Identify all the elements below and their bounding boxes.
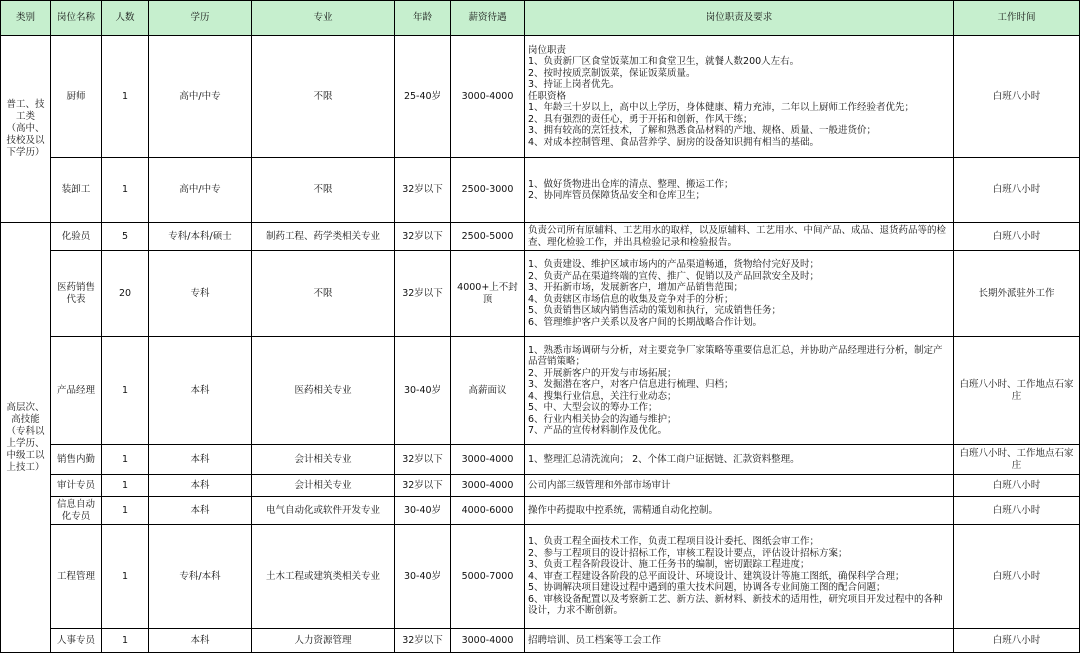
major: 制药工程、药学类相关专业 [252,223,395,251]
age: 30-40岁 [395,497,451,525]
age: 32岁以下 [395,629,451,653]
position-title: 人事专员 [51,629,102,653]
header-count: 人数 [102,1,149,36]
work-hours: 白班八小时、工作地点石家庄 [954,445,1080,475]
duties: 1、整理汇总清洗流向； 2、个体工商户证据链、汇款资料整理。 [525,445,954,475]
headcount: 1 [102,445,149,475]
age: 32岁以下 [395,158,451,223]
work-hours: 长期外派驻外工作 [954,251,1080,337]
header-major: 专业 [252,1,395,36]
header-age: 年龄 [395,1,451,36]
education: 本科 [149,337,252,445]
education: 专科 [149,251,252,337]
headcount: 20 [102,251,149,337]
age: 32岁以下 [395,445,451,475]
headcount: 1 [102,337,149,445]
salary: 高薪面议 [451,337,525,445]
headcount: 1 [102,158,149,223]
duties: 1、做好货物进出仓库的清点、整理、搬运工作； 2、协同库管员保障货品安全和仓库卫生； [525,158,954,223]
major: 会计相关专业 [252,445,395,475]
salary: 3000-4000 [451,36,525,158]
duties: 公司内部三级管理和外部市场审计 [525,475,954,497]
work-hours: 白班八小时 [954,223,1080,251]
table-row [1,158,1080,223]
position-title: 工程管理 [51,525,102,629]
salary: 2500-5000 [451,223,525,251]
education: 专科/本科 [149,525,252,629]
header-category: 类别 [1,1,51,36]
age: 30-40岁 [395,525,451,629]
table-row [1,629,1080,653]
duties: 1、熟悉市场调研与分析，对主要竞争厂家策略等重要信息汇总，并协助产品经理进行分析，制定产品营销策略； 2、开展新客户的开发与市场拓展； 3、发掘潜在客户，对客户信息进行梳理、归档； 4、搜集行业信息，关注行业动态； 5、中、大型会议的筹办工作； 6、行业内相关协会的沟通与维护； 7、产品的宣传材料制作及优化。 [525,337,954,445]
headcount: 5 [102,223,149,251]
table-row [1,475,1080,497]
age: 30-40岁 [395,337,451,445]
work-hours: 白班八小时、工作地点石家庄 [954,337,1080,445]
position-title: 化验员 [51,223,102,251]
work-hours: 白班八小时 [954,36,1080,158]
work-hours: 白班八小时 [954,525,1080,629]
work-hours: 白班八小时 [954,158,1080,223]
table-row [1,223,1080,251]
education: 本科 [149,629,252,653]
age: 32岁以下 [395,251,451,337]
category-senior: 高层次、 高技能 （专科以 上学历、 中级工以 上技工） [1,223,51,653]
major: 人力资源管理 [252,629,395,653]
duties: 负责公司所有原辅料、工艺用水的取样，以及原辅料、工艺用水、中间产品、成品、退货药品等的检查、理化检验工作，并出具检验记录和检验报告。 [525,223,954,251]
position-title: 信息自动 化专员 [51,497,102,525]
major: 不限 [252,251,395,337]
table-row [1,36,1080,158]
position-title: 审计专员 [51,475,102,497]
headcount: 1 [102,36,149,158]
position-title: 医药销售 代表 [51,251,102,337]
position-title: 销售内勤 [51,445,102,475]
duties: 1、负责工程全面技术工作，负责工程项目设计委托、图纸会审工作； 2、参与工程项目的设计招标工作，审核工程设计要点，评估设计招标方案； 3、负责工程各阶段设计、施工任务书的编制，密切跟踪工程进度； 4、审查工程建设各阶段的总平面设计、环境设计、建筑设计等施工图纸，确保科学合理； 5、协调解决项目建设过程中遇到的重大技术问题，协调各专业间施工图的配合问题； 6、审核设备配置以及考察新工艺、新方法、新材料、新技术的适用性，研究项目开发过程中的各种设计，力求不断创新。 [525,525,954,629]
major: 土木工程或建筑类相关专业 [252,525,395,629]
salary: 5000-7000 [451,525,525,629]
salary: 2500-3000 [451,158,525,223]
table-row [1,445,1080,475]
salary: 3000-4000 [451,445,525,475]
header-salary: 薪资待遇 [451,1,525,36]
header-row [1,1,1080,36]
salary: 3000-4000 [451,475,525,497]
age: 32岁以下 [395,475,451,497]
age: 32岁以下 [395,223,451,251]
position-title: 产品经理 [51,337,102,445]
work-hours: 白班八小时 [954,475,1080,497]
duties: 招聘培训、员工档案等工会工作 [525,629,954,653]
headcount: 1 [102,629,149,653]
work-hours: 白班八小时 [954,629,1080,653]
header-hours: 工作时间 [954,1,1080,36]
table-row [1,337,1080,445]
category-general: 普工、技 工类 （高中、 技校及以 下学历） [1,36,51,223]
salary: 4000-6000 [451,497,525,525]
education: 专科/本科/硕士 [149,223,252,251]
position-title: 装卸工 [51,158,102,223]
major: 不限 [252,158,395,223]
table-row [1,525,1080,629]
age: 25-40岁 [395,36,451,158]
education: 本科 [149,445,252,475]
header-duties: 岗位职责及要求 [525,1,954,36]
major: 电气自动化或软件开发专业 [252,497,395,525]
position-title: 厨师 [51,36,102,158]
header-education: 学历 [149,1,252,36]
major: 会计相关专业 [252,475,395,497]
major: 不限 [252,36,395,158]
duties: 1、负责建设、维护区域市场内的产品渠道畅通，货物给付完好及时； 2、负责产品在渠道终端的宣传、推广、促销以及产品回款安全及时； 3、开拓新市场，发展新客户，增加产品销售范围； 4、负责辖区市场信息的收集及竞争对手的分析； 5、负责销售区域内销售活动的策划和执行，完成销售任务； 6、管理维护客户关系以及客户间的长期战略合作计划。 [525,251,954,337]
headcount: 1 [102,475,149,497]
duties: 岗位职责 1、负责新厂区食堂饭菜加工和食堂卫生，就餐人数200人左右。 2、按时按质烹制饭菜，保证饭菜质量。 3、持证上岗者优先。 任职资格 1、年龄三十岁以上，高中以上学历，身体健康、精力充沛，二年以上厨师工作经验者优先； 2、具有强烈的责任心，勇于开拓和创新，作风干练； 3、拥有较高的烹饪技术，了解和熟悉食品材料的产地、规格、质量、一般进货价； 4、对成本控制管理、食品营养学、厨房的设备知识拥有相当的基础。 [525,36,954,158]
headcount: 1 [102,497,149,525]
salary: 3000-4000 [451,629,525,653]
headcount: 1 [102,525,149,629]
table-row [1,251,1080,337]
salary: 4000+上不封顶 [451,251,525,337]
work-hours: 白班八小时 [954,497,1080,525]
major: 医药相关专业 [252,337,395,445]
education: 高中/中专 [149,158,252,223]
duties: 操作中药提取中控系统，需精通自动化控制。 [525,497,954,525]
table-row [1,497,1080,525]
education: 本科 [149,497,252,525]
header-position: 岗位名称 [51,1,102,36]
education: 高中/中专 [149,36,252,158]
education: 本科 [149,475,252,497]
